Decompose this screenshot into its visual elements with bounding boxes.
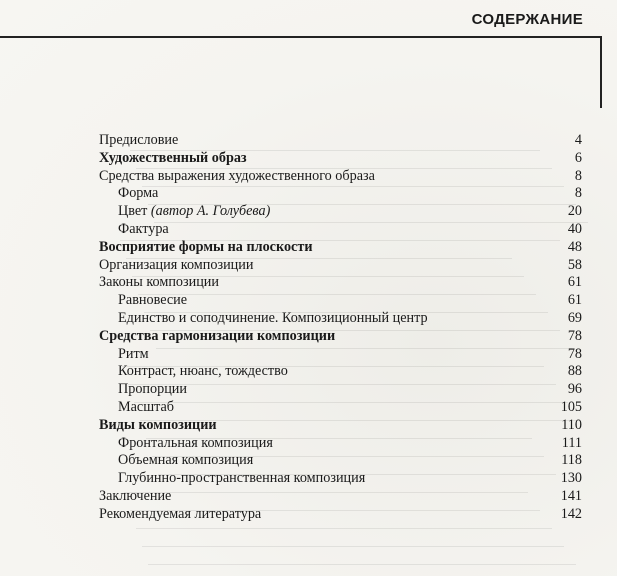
toc-entry-title [118,381,187,399]
toc-entry-title-text: Объемная композиция [118,452,254,469]
toc-entry-title-text: Масштаб [118,398,175,415]
toc-entry-title-text: Организация композиции [99,256,254,273]
toc-entry-page-number: 142 [560,505,582,522]
toc-entry[interactable] [99,221,582,239]
bleed-through-line [142,546,564,547]
toc-entry-title [118,185,158,203]
header-rule [0,36,600,38]
toc-entry-title-text: Средства выражения художественного образа [99,167,375,184]
toc-entry-title [99,488,171,506]
toc-entry-page-number: 4 [574,132,582,148]
toc-entry-page-number: 6 [574,149,582,166]
toc-entry[interactable] [99,470,582,488]
toc-entry-title [99,239,313,257]
toc-entry-title [118,203,270,221]
toc-entry-title [118,346,149,364]
toc-entry-title [118,435,273,453]
toc-entry[interactable] [99,346,582,364]
toc-entry[interactable] [99,506,582,524]
toc-entry-title-text: Глубинно-пространственная композиция [118,470,366,487]
toc-entry-title-text: Ритм [118,345,149,362]
toc-entry-title [99,132,178,150]
toc-entry-page-number: 8 [574,167,582,184]
toc-entry-page-number: 78 [567,327,582,344]
toc-entry-title-text: Форма [118,185,159,202]
toc-entry-page-number: 111 [561,434,582,451]
toc-entry-title-text: Законы композиции [99,274,219,291]
toc-entry-page-number: 141 [560,487,582,504]
toc-entry-title-text: Восприятие формы на плоскости [99,238,313,255]
toc-entry-title-text: Рекомендуемая литература [99,505,262,522]
toc-entry-page-number: 40 [567,220,582,237]
toc-entry-title-text: Фронтальная композиция [118,434,273,451]
toc-entry-title-text: Виды композиции [99,416,217,433]
toc-entry[interactable] [99,435,582,453]
toc-entry-title [118,292,187,310]
toc-entry-title [118,399,174,417]
toc-entry-title [99,274,219,292]
toc-entry[interactable] [99,488,582,506]
bleed-through-line [148,564,576,565]
toc-entry-title-text: Пропорции [118,381,187,398]
bleed-through-line [136,528,552,529]
table-of-contents [99,132,582,524]
toc-entry-page-number: 105 [560,398,582,415]
toc-entry-page-number: 69 [567,309,582,326]
toc-entry-title [118,363,288,381]
toc-entry[interactable] [99,292,582,310]
toc-entry-title-text: Контраст, нюанс, тождество [118,363,288,380]
toc-entry-title-text: Заключение [99,487,172,504]
toc-entry-page-number: 61 [567,292,582,309]
toc-entry[interactable] [99,257,582,275]
toc-entry-title [99,506,261,524]
toc-entry-title-text: Художественный образ [99,149,247,166]
toc-entry-page-number: 78 [567,345,582,362]
toc-entry-title [99,328,335,346]
toc-entry-title-text: Равновесие [118,292,188,309]
toc-entry[interactable] [99,452,582,470]
toc-entry-page-number: 118 [561,452,582,469]
toc-entry[interactable] [99,381,582,399]
toc-entry-page-number: 48 [567,238,582,255]
toc-entry[interactable] [99,328,582,346]
toc-entry-page-number: 96 [567,381,582,398]
toc-entry-page-number: 58 [567,256,582,273]
toc-entry-title [118,452,253,470]
toc-entry-title-text: Средства гармонизации композиции [99,327,336,344]
toc-entry-title [118,470,365,488]
toc-entry-title [99,168,375,186]
toc-entry-title [99,150,247,168]
toc-entry-page-number: 20 [567,203,582,220]
toc-entry[interactable] [99,132,582,150]
toc-entry[interactable] [99,363,582,381]
toc-entry-page-number: 130 [560,470,582,487]
toc-entry-author-note: (автор А. Голубева) [150,203,271,220]
toc-entry[interactable] [99,239,582,257]
toc-entry-page-number: 61 [567,274,582,291]
toc-entry-title [118,310,428,328]
toc-entry[interactable] [99,168,582,186]
running-header-title: СОДЕРЖАНИЕ [471,11,583,28]
toc-entry-title-text: Предисловие [99,132,179,148]
toc-entry-title-text: Фактура [118,220,169,237]
toc-entry-title-text: Единство и соподчинение. Композиционный центр [118,309,428,326]
toc-entry-title [99,257,253,275]
toc-entry[interactable] [99,417,582,435]
header-vertical-rule [600,36,602,108]
toc-entry-page-number: 8 [574,185,582,202]
toc-entry-title [99,417,217,435]
toc-entry[interactable] [99,150,582,168]
toc-entry[interactable] [99,274,582,292]
toc-entry[interactable] [99,185,582,203]
toc-entry-page-number: 88 [567,363,582,380]
toc-entry[interactable] [99,310,582,328]
toc-entry[interactable] [99,203,582,221]
toc-entry-page-number: 110 [561,416,582,433]
toc-entry-title [118,221,169,239]
running-header [0,0,617,40]
toc-entry[interactable] [99,399,582,417]
toc-entry-title-text: Цвет [118,203,148,220]
